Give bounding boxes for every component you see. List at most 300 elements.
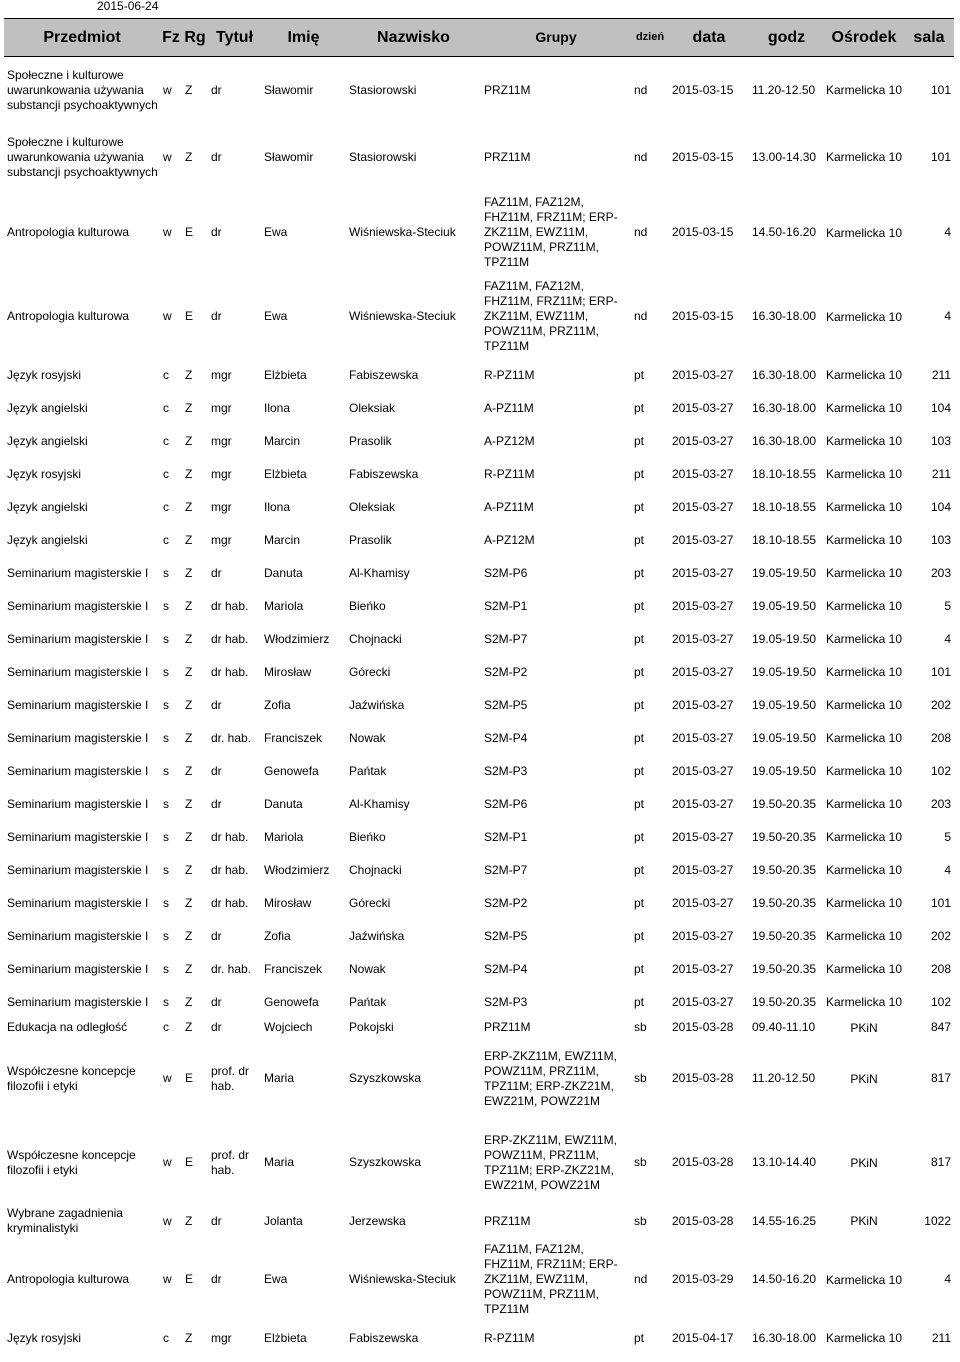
cell-grupy: PRZ11M	[484, 1213, 531, 1228]
cell-godz: 16.30-18.00	[752, 1330, 817, 1345]
cell-rg: Z	[185, 664, 193, 679]
cell-rg: Z	[185, 400, 193, 415]
cell-przedmiot: Język angielski	[7, 400, 88, 415]
cell-imie: Marcin	[264, 433, 301, 448]
cell-data: 2015-03-27	[672, 631, 734, 646]
cell-godz: 19.50-20.35	[752, 829, 817, 844]
cell-tytul: dr	[211, 697, 222, 712]
cell-rg: Z	[185, 961, 193, 976]
cell-grupy: S2M-P1	[484, 829, 528, 844]
cell-godz: 16.30-18.00	[752, 367, 817, 382]
cell-imie: Ewa	[264, 309, 288, 323]
cell-fz: s	[163, 961, 169, 976]
cell-fz: c	[163, 532, 169, 547]
cell-osrodek: Karmelicka 10	[825, 764, 903, 778]
cell-rg: Z	[185, 895, 193, 910]
cell-grupy: S2M-P6	[484, 796, 528, 811]
cell-dzien: pt	[634, 961, 645, 976]
cell-nazwisko: Fabiszewska	[349, 1330, 419, 1345]
cell-rg: E	[185, 225, 194, 239]
cell-godz: 14.50-16.20	[752, 225, 817, 239]
cell-osrodek: Karmelicka 10	[825, 566, 903, 580]
cell-grupy: S2M-P3	[484, 994, 528, 1009]
cell-sala: 202	[930, 697, 951, 712]
cell-nazwisko: Nowak	[349, 961, 386, 976]
cell-godz: 19.50-20.35	[752, 994, 817, 1009]
cell-sala: 211	[931, 466, 951, 481]
cell-grupy: R-PZ11M	[484, 367, 535, 382]
cell-fz: s	[163, 994, 169, 1009]
cell-rg: Z	[185, 598, 193, 613]
table-row	[4, 1238, 954, 1322]
cell-godz: 18.10-18.55	[752, 499, 817, 514]
cell-tytul: dr	[211, 565, 222, 580]
cell-fz: s	[163, 796, 169, 811]
table-row	[4, 755, 954, 788]
cell-przedmiot: Seminarium magisterskie I	[7, 664, 149, 679]
cell-osrodek: Karmelicka 10	[825, 632, 903, 646]
cell-dzien: pt	[634, 565, 645, 580]
cell-osrodek: Karmelicka 10	[825, 309, 903, 324]
cell-imie: Mirosław	[264, 664, 312, 679]
cell-przedmiot: Język angielski	[7, 499, 88, 514]
cell-osrodek: Karmelicka 10	[825, 83, 903, 98]
cell-data: 2015-03-27	[672, 796, 734, 811]
cell-data: 2015-03-27	[672, 433, 734, 448]
cell-rg: Z	[185, 730, 193, 745]
cell-osrodek: Karmelicka 10	[825, 533, 903, 547]
cell-przedmiot: Seminarium magisterskie I	[7, 928, 149, 943]
cell-data: 2015-03-27	[672, 994, 734, 1009]
cell-tytul: dr	[211, 763, 222, 778]
cell-przedmiot: Seminarium magisterskie I	[7, 565, 149, 580]
cell-rg: Z	[185, 631, 193, 646]
cell-fz: s	[163, 763, 169, 778]
cell-rg: Z	[185, 149, 193, 164]
report-date: 2015-06-24	[97, 0, 159, 13]
cell-imie: Danuta	[264, 796, 303, 811]
cell-osrodek: Karmelicka 10	[825, 962, 903, 976]
cell-rg: Z	[185, 466, 193, 481]
cell-osrodek: Karmelicka 10	[825, 698, 903, 712]
cell-osrodek: Karmelicka 10	[825, 500, 903, 514]
cell-sala: 101	[930, 149, 951, 164]
cell-sala: 817	[930, 1155, 951, 1169]
cell-tytul: dr hab.	[211, 862, 249, 877]
cell-przedmiot: Antropologia kulturowa	[7, 225, 130, 239]
cell-grupy: S2M-P7	[484, 631, 528, 646]
cell-rg: Z	[185, 565, 193, 580]
cell-godz: 19.50-20.35	[752, 862, 817, 877]
cell-rg: Z	[185, 829, 193, 844]
cell-rg: Z	[185, 433, 193, 448]
cell-data: 2015-03-28	[672, 1020, 734, 1034]
col-header-przedmiot: Przedmiot	[4, 19, 160, 57]
table-row	[4, 722, 954, 755]
cell-sala: 103	[930, 433, 951, 448]
cell-dzien: pt	[634, 367, 645, 382]
cell-grupy: A-PZ11M	[484, 400, 534, 415]
cell-przedmiot: Wybrane zagadnienia kryminalistyki	[7, 1206, 123, 1235]
table-row	[4, 887, 954, 920]
cell-osrodek: Karmelicka 10	[825, 863, 903, 877]
cell-osrodek: PKiN	[850, 1020, 878, 1035]
cell-tytul: dr hab.	[211, 664, 249, 679]
cell-rg: Z	[185, 82, 193, 97]
cell-nazwisko: Pokojski	[349, 1020, 394, 1034]
cell-przedmiot: Edukacja na odległość	[7, 1020, 128, 1034]
cell-przedmiot: Seminarium magisterskie I	[7, 730, 149, 745]
col-header-imie: Imię	[261, 19, 346, 57]
cell-godz: 16.30-18.00	[752, 433, 817, 448]
cell-przedmiot: Antropologia kulturowa	[7, 1272, 130, 1286]
cell-data: 2015-03-27	[672, 598, 734, 613]
cell-grupy: PRZ11M	[484, 149, 531, 164]
cell-data: 2015-04-17	[672, 1330, 734, 1345]
cell-grupy: FAZ11M, FAZ12M, FHZ11M, FRZ11M; ERP-ZKZ11M, EWZ11M, POWZ11M, PRZ11M, TPZ11M	[484, 195, 618, 269]
cell-imie: Danuta	[264, 565, 303, 580]
cell-nazwisko: Jaźwińska	[349, 928, 405, 943]
cell-fz: s	[163, 895, 169, 910]
cell-imie: Genowefa	[264, 763, 319, 778]
table-row	[4, 491, 954, 524]
cell-nazwisko: Górecki	[349, 895, 391, 910]
cell-rg: E	[185, 1272, 194, 1286]
cell-tytul: dr hab.	[211, 631, 249, 646]
cell-nazwisko: Bieńko	[349, 598, 386, 613]
cell-nazwisko: Chojnacki	[349, 862, 402, 877]
cell-przedmiot: Język angielski	[7, 532, 88, 547]
cell-rg: Z	[185, 1213, 193, 1228]
table-row	[4, 1037, 954, 1121]
cell-imie: Maria	[264, 1155, 295, 1169]
cell-godz: 18.10-18.55	[752, 532, 817, 547]
cell-sala: 203	[930, 796, 951, 811]
cell-nazwisko: Stasiorowski	[349, 149, 417, 164]
cell-fz: s	[163, 565, 169, 580]
cell-imie: Zofia	[264, 697, 291, 712]
cell-rg: Z	[185, 862, 193, 877]
table-row	[4, 57, 954, 124]
cell-osrodek: Karmelicka 10	[825, 150, 903, 164]
cell-fz: c	[163, 400, 169, 415]
cell-godz: 19.05-19.50	[752, 598, 817, 613]
cell-nazwisko: Oleksiak	[349, 400, 396, 415]
cell-nazwisko: Wiśniewska-Steciuk	[349, 309, 456, 323]
cell-nazwisko: Górecki	[349, 664, 391, 679]
cell-imie: Mariola	[264, 829, 304, 844]
col-header-tytul: Tytuł	[208, 19, 261, 57]
cell-dzien: sb	[634, 1155, 647, 1169]
cell-tytul: dr hab.	[211, 895, 249, 910]
cell-rg: Z	[185, 763, 193, 778]
cell-sala: 104	[930, 400, 951, 415]
cell-osrodek: PKiN	[850, 1214, 878, 1228]
cell-godz: 19.50-20.35	[752, 895, 817, 910]
cell-imie: Sławomir	[264, 82, 314, 97]
cell-przedmiot: Język rosyjski	[7, 466, 82, 481]
col-header-dzien: dzień	[631, 19, 669, 57]
cell-sala: 203	[930, 565, 951, 580]
cell-sala: 4	[944, 225, 951, 239]
col-header-godz: godz	[749, 19, 824, 57]
table-row	[4, 275, 954, 359]
cell-grupy: PRZ11M	[484, 82, 531, 97]
cell-fz: s	[163, 829, 169, 844]
cell-dzien: sb	[634, 1213, 647, 1228]
cell-data: 2015-03-15	[672, 225, 734, 239]
cell-grupy: A-PZ12M	[484, 532, 535, 547]
cell-dzien: pt	[634, 829, 645, 844]
cell-nazwisko: Fabiszewska	[349, 367, 419, 382]
cell-sala: 1022	[924, 1213, 951, 1228]
cell-tytul: dr hab.	[211, 598, 249, 613]
cell-dzien: pt	[634, 400, 645, 415]
cell-grupy: S2M-P6	[484, 565, 528, 580]
cell-osrodek: PKiN	[850, 1155, 878, 1170]
cell-data: 2015-03-27	[672, 763, 734, 778]
cell-osrodek: Karmelicka 10	[825, 797, 903, 811]
cell-godz: 19.05-19.50	[752, 697, 817, 712]
schedule-table	[4, 18, 954, 1355]
col-header-data: data	[669, 19, 749, 57]
table-row	[4, 1205, 954, 1238]
cell-grupy: S2M-P5	[484, 928, 528, 943]
cell-fz: c	[163, 1020, 169, 1034]
cell-data: 2015-03-27	[672, 928, 734, 943]
cell-tytul: mgr	[211, 1330, 232, 1345]
col-header-grupy: Grupy	[481, 19, 631, 57]
cell-fz: w	[163, 225, 172, 239]
cell-fz: w	[163, 1213, 172, 1228]
cell-tytul: dr	[211, 1020, 222, 1034]
cell-rg: Z	[185, 697, 193, 712]
cell-grupy: S2M-P4	[484, 730, 528, 745]
cell-sala: 102	[930, 763, 951, 778]
cell-tytul: prof. dr hab.	[211, 1147, 250, 1177]
cell-sala: 101	[930, 895, 951, 910]
cell-osrodek: Karmelicka 10	[825, 368, 903, 382]
cell-imie: Maria	[264, 1071, 295, 1085]
cell-godz: 11.20-12.50	[752, 82, 816, 97]
cell-przedmiot: Seminarium magisterskie I	[7, 829, 149, 844]
table-row	[4, 788, 954, 821]
col-header-fz: Fz	[160, 19, 182, 57]
cell-fz: c	[163, 466, 169, 481]
cell-imie: Ilona	[264, 499, 291, 514]
cell-godz: 14.55-16.25	[752, 1213, 817, 1228]
cell-dzien: pt	[634, 928, 645, 943]
cell-fz: c	[163, 433, 169, 448]
cell-rg: E	[185, 1155, 194, 1169]
cell-godz: 19.05-19.50	[752, 763, 817, 778]
cell-tytul: dr	[211, 82, 222, 97]
cell-fz: c	[163, 1330, 169, 1345]
col-header-osrodek: Ośrodek	[824, 19, 904, 57]
cell-dzien: pt	[634, 730, 645, 745]
cell-osrodek: Karmelicka 10	[825, 1331, 903, 1345]
cell-tytul: prof. dr hab.	[211, 1063, 250, 1093]
cell-tytul: dr	[211, 225, 222, 239]
cell-dzien: pt	[634, 466, 645, 481]
cell-sala: 208	[930, 961, 951, 976]
cell-data: 2015-03-27	[672, 664, 734, 679]
cell-fz: s	[163, 664, 169, 679]
cell-data: 2015-03-27	[672, 565, 734, 580]
cell-nazwisko: Prasolik	[349, 532, 392, 547]
cell-imie: Włodzimierz	[264, 862, 330, 877]
cell-nazwisko: Jaźwińska	[349, 697, 405, 712]
cell-grupy: A-PZ12M	[484, 433, 535, 448]
cell-grupy: R-PZ11M	[484, 466, 535, 481]
table-row	[4, 953, 954, 986]
cell-nazwisko: Stasiorowski	[349, 82, 417, 97]
cell-tytul: dr	[211, 994, 222, 1009]
cell-imie: Wojciech	[264, 1020, 313, 1034]
header-row	[4, 19, 954, 57]
cell-nazwisko: Szyszkowska	[349, 1155, 422, 1169]
cell-godz: 19.50-20.35	[752, 928, 817, 943]
cell-nazwisko: Chojnacki	[349, 631, 402, 646]
cell-godz: 19.05-19.50	[752, 631, 817, 646]
cell-data: 2015-03-27	[672, 499, 734, 514]
cell-sala: 4	[944, 309, 951, 323]
table-row	[4, 557, 954, 590]
cell-data: 2015-03-27	[672, 466, 734, 481]
cell-data: 2015-03-27	[672, 367, 734, 382]
cell-sala: 202	[930, 928, 951, 943]
cell-przedmiot: Język rosyjski	[7, 1330, 82, 1345]
cell-rg: Z	[185, 1330, 193, 1345]
cell-rg: Z	[185, 796, 193, 811]
cell-tytul: mgr	[211, 400, 232, 415]
table-row	[4, 920, 954, 953]
cell-osrodek: Karmelicka 10	[825, 929, 903, 943]
cell-grupy: ERP-ZKZ11M, EWZ11M, POWZ11M, PRZ11M, TPZ11M; ERP-ZKZ21M, EWZ21M, POWZ21M	[484, 1048, 617, 1108]
table-row	[4, 1019, 954, 1037]
col-header-rg: Rg	[182, 19, 208, 57]
cell-tytul: dr	[211, 928, 222, 943]
cell-imie: Zofia	[264, 928, 291, 943]
cell-dzien: pt	[634, 796, 645, 811]
cell-sala: 104	[930, 499, 951, 514]
table-row	[4, 656, 954, 689]
table-row	[4, 191, 954, 275]
cell-przedmiot: Seminarium magisterskie I	[7, 697, 149, 712]
cell-fz: c	[163, 499, 169, 514]
cell-sala: 817	[930, 1071, 951, 1085]
cell-dzien: nd	[634, 309, 648, 323]
cell-fz: w	[163, 82, 172, 97]
cell-grupy: S2M-P2	[484, 895, 528, 910]
cell-fz: w	[163, 1272, 172, 1286]
cell-fz: s	[163, 598, 169, 613]
cell-fz: w	[163, 309, 172, 323]
cell-sala: 211	[931, 367, 951, 382]
cell-rg: E	[185, 309, 194, 323]
cell-osrodek: Karmelicka 10	[825, 467, 903, 481]
cell-dzien: pt	[634, 1330, 645, 1345]
cell-osrodek: Karmelicka 10	[825, 401, 903, 415]
table-row	[4, 986, 954, 1019]
cell-osrodek: Karmelicka 10	[825, 599, 903, 613]
cell-data: 2015-03-27	[672, 400, 734, 415]
cell-imie: Elżbieta	[264, 367, 307, 382]
cell-nazwisko: Szyszkowska	[349, 1071, 422, 1085]
cell-tytul: dr	[211, 309, 222, 323]
cell-data: 2015-03-27	[672, 730, 734, 745]
cell-data: 2015-03-28	[672, 1213, 734, 1228]
cell-tytul: mgr	[211, 532, 232, 547]
cell-grupy: ERP-ZKZ11M, EWZ11M, POWZ11M, PRZ11M, TPZ11M; ERP-ZKZ21M, EWZ21M, POWZ21M	[484, 1132, 617, 1192]
cell-imie: Ewa	[264, 225, 288, 239]
table-row	[4, 689, 954, 722]
cell-imie: Mariola	[264, 598, 304, 613]
cell-dzien: pt	[634, 433, 645, 448]
cell-osrodek: Karmelicka 10	[825, 731, 903, 745]
cell-tytul: dr	[211, 1213, 222, 1228]
col-header-sala: sala	[904, 19, 954, 57]
cell-osrodek: Karmelicka 10	[825, 665, 903, 679]
cell-tytul: dr. hab.	[211, 961, 252, 976]
cell-sala: 102	[930, 994, 951, 1009]
cell-nazwisko: Fabiszewska	[349, 466, 419, 481]
table-row	[4, 821, 954, 854]
cell-przedmiot: Współczesne koncepcje filozofii i etyki	[7, 1063, 136, 1093]
cell-sala: 211	[931, 1330, 951, 1345]
cell-przedmiot: Społeczne i kulturowe uwarunkowania używania substancji psychoaktywnych	[7, 67, 158, 112]
cell-godz: 19.05-19.50	[752, 730, 817, 745]
cell-sala: 4	[944, 631, 951, 646]
col-header-nazwisko: Nazwisko	[346, 19, 481, 57]
cell-nazwisko: Bieńko	[349, 829, 386, 844]
cell-osrodek: Karmelicka 10	[825, 1272, 903, 1287]
cell-imie: Mirosław	[264, 895, 312, 910]
cell-grupy: S2M-P1	[484, 598, 528, 613]
cell-grupy: FAZ11M, FAZ12M, FHZ11M, FRZ11M; ERP-ZKZ11M, EWZ11M, POWZ11M, PRZ11M, TPZ11M	[484, 1242, 618, 1316]
cell-tytul: dr	[211, 149, 222, 164]
cell-imie: Franciszek	[264, 730, 323, 745]
cell-imie: Włodzimierz	[264, 631, 330, 646]
cell-imie: Marcin	[264, 532, 301, 547]
cell-fz: s	[163, 697, 169, 712]
table-row	[4, 1322, 954, 1355]
cell-sala: 101	[930, 82, 951, 97]
cell-godz: 18.10-18.55	[752, 466, 817, 481]
cell-imie: Franciszek	[264, 961, 323, 976]
cell-data: 2015-03-15	[672, 82, 734, 97]
cell-dzien: sb	[634, 1071, 647, 1085]
cell-tytul: dr	[211, 1272, 222, 1286]
cell-przedmiot: Język rosyjski	[7, 367, 82, 382]
cell-nazwisko: Al-Khamisy	[349, 565, 410, 580]
table-row	[4, 1121, 954, 1205]
cell-sala: 5	[944, 829, 951, 844]
table-row	[4, 458, 954, 491]
schedule-body	[4, 57, 954, 1355]
cell-data: 2015-03-28	[672, 1071, 734, 1085]
cell-tytul: mgr	[211, 499, 232, 514]
cell-przedmiot: Seminarium magisterskie I	[7, 598, 149, 613]
cell-dzien: sb	[634, 1020, 647, 1034]
cell-przedmiot: Seminarium magisterskie I	[7, 895, 149, 910]
cell-imie: Genowefa	[264, 994, 319, 1009]
cell-dzien: nd	[634, 225, 648, 239]
cell-data: 2015-03-27	[672, 697, 734, 712]
cell-imie: Elżbieta	[264, 1330, 307, 1345]
cell-nazwisko: Wiśniewska-Steciuk	[349, 225, 456, 239]
cell-godz: 14.50-16.20	[752, 1272, 817, 1286]
